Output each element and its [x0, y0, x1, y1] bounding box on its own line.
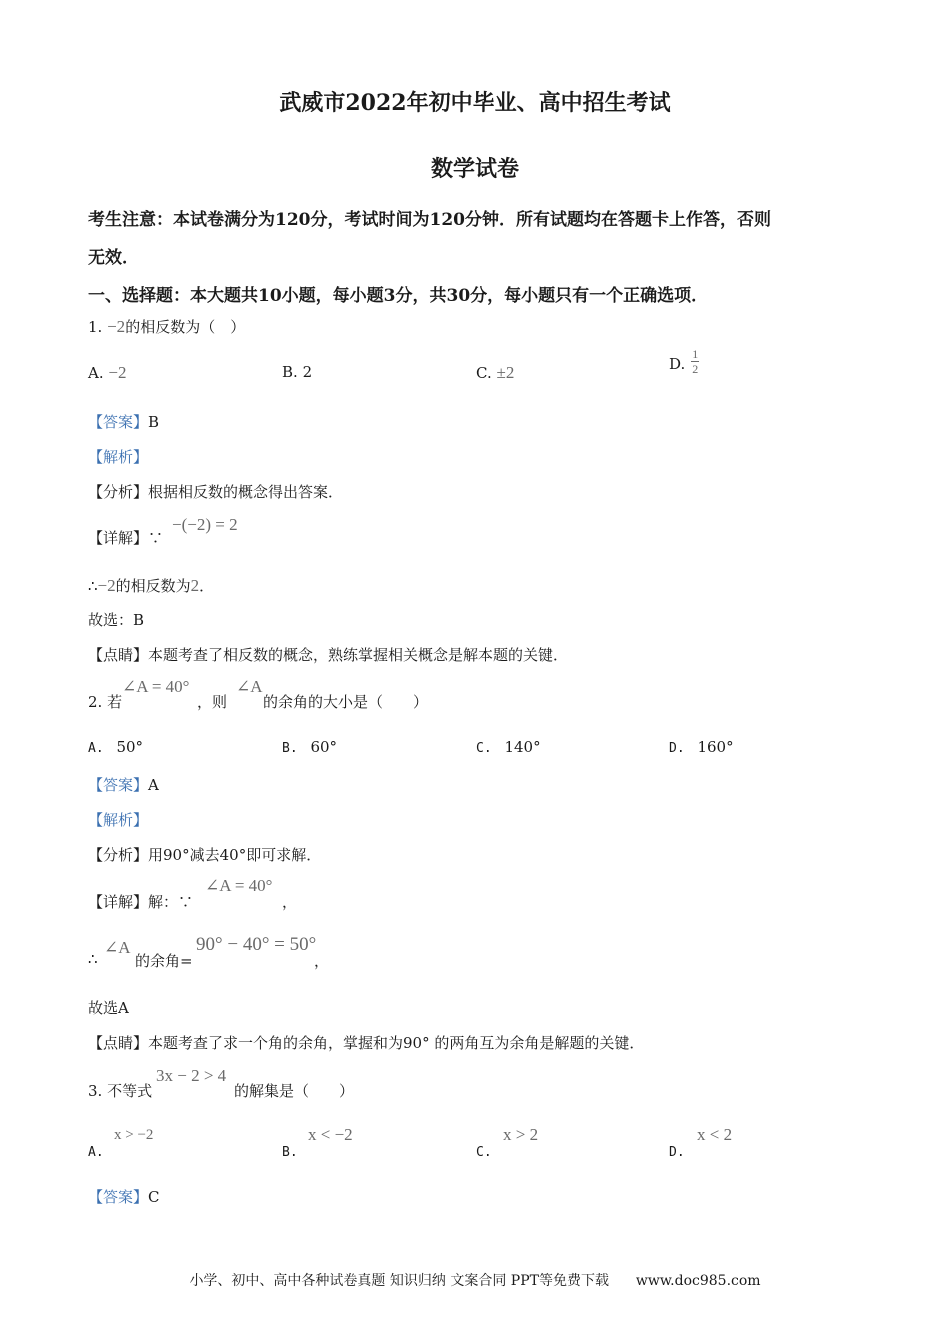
footer-text: 小学、初中、高中各种试卷真题 知识归纳 文案合同 PPT等免费下载 [189, 1273, 609, 1289]
answer-value: A [148, 776, 159, 794]
q3-option-c-value: x > 2 [503, 1125, 539, 1144]
q2-dianjing [88, 1032, 644, 1053]
q2-therefore-symbol: ∴ [88, 950, 98, 968]
q2-therefore-end: ， [314, 952, 330, 970]
q1-number: 1. [88, 318, 103, 336]
dianjing-text: 本题考查了相反数的概念，熟练掌握相关概念是解本题的关键． [148, 646, 569, 664]
q2-xiangjie-end: ， [282, 893, 298, 911]
answer-tag: 【答案】 [88, 413, 149, 431]
xiangjie-text: 解：∵ [148, 893, 194, 911]
denominator: 2 [692, 362, 699, 376]
question-2-prefix: 2. 若 [88, 693, 123, 711]
q2-option-d [669, 738, 734, 756]
q1-option-b [282, 363, 312, 381]
fraction [691, 348, 699, 375]
q3-option-c-label [476, 1142, 492, 1160]
option-value: 160° [697, 738, 734, 756]
q3-expression: 3x − 2 > 4 [156, 1066, 227, 1085]
option-value: ±2 [496, 363, 515, 382]
q1-option-d [669, 348, 699, 375]
q2-mid: ，则 [197, 693, 228, 711]
answer-tag: 【答案】 [88, 1188, 149, 1206]
therefore-end: ． [199, 577, 215, 595]
q2-option-a [88, 738, 143, 756]
dianjing-text: 本题考查了求一个角的余角，掌握和为90° 的两角互为余角是解题的关键． [148, 1034, 645, 1052]
q2-xiangjie [88, 891, 193, 912]
numerator: 1 [692, 347, 699, 361]
q1-option-c [476, 363, 514, 383]
answer-value: B [148, 413, 160, 431]
q1-stem: 的相反数为（ ） [125, 318, 246, 336]
option-value: 60° [310, 738, 338, 756]
q1-because-expression: −(−2) = 2 [172, 515, 238, 534]
q3-option-d-value: x < 2 [697, 1125, 733, 1144]
page-footer [0, 1270, 950, 1290]
q3-option-b-label [282, 1142, 298, 1160]
option-label: D. [669, 355, 686, 373]
exam-title: 武威市2022年初中毕业、高中招生考试 [279, 90, 671, 116]
q1-dianjing [88, 644, 568, 665]
because-symbol: ∵ [148, 529, 164, 547]
option-label: B. [282, 1145, 298, 1160]
option-label: A. [88, 741, 104, 756]
q3-option-d-label [669, 1142, 685, 1160]
q2-therefore-text: 的余角= [135, 952, 193, 970]
q2-fenxi [88, 844, 321, 865]
dianjing-tag: 【点睛】 [88, 1034, 149, 1052]
therefore-symbol: ∴ [88, 577, 98, 595]
q2-stem: 的余角的大小是（ ） [263, 693, 429, 711]
notice-line-2: 无效． [88, 248, 139, 268]
q2-answer [88, 774, 159, 795]
option-label: B. [282, 741, 298, 756]
footer-link[interactable]: www.doc985.com [635, 1273, 761, 1289]
therefore-expression: −2 [97, 576, 116, 595]
option-label: D. [669, 1145, 685, 1160]
option-value: 2 [302, 363, 313, 381]
q1-answer [88, 411, 159, 432]
option-label: D. [669, 741, 685, 756]
q1-expression: −2 [107, 317, 126, 336]
q3-option-a-label [88, 1142, 104, 1160]
q1-option-a [88, 363, 126, 383]
q3-stem: 的解集是（ ） [234, 1082, 355, 1100]
q2-condition: ∠A = 40° [122, 677, 190, 696]
xiangjie-tag: 【详解】 [88, 529, 149, 547]
q1-choose: 故选：B [88, 611, 145, 629]
therefore-value: 2 [190, 576, 200, 595]
q2-angle: ∠A [236, 677, 263, 696]
q3-option-b-value: x < −2 [308, 1125, 353, 1144]
option-label: C. [476, 364, 492, 382]
q2-therefore-angle: ∠A [104, 938, 131, 957]
q3-answer [88, 1186, 160, 1207]
fenxi-tag: 【分析】 [88, 483, 149, 501]
option-value: 140° [504, 738, 541, 756]
section-heading: 一、选择题：本大题共10小题，每小题3分，共30分，每小题只有一个正确选项． [88, 286, 709, 306]
option-label: C. [476, 741, 492, 756]
exam-subtitle: 数学试卷 [430, 156, 519, 182]
therefore-text: 的相反数为 [115, 577, 191, 595]
fenxi-text: 用90°减去40°即可求解． [148, 846, 322, 864]
q3-option-a-value: x > −2 [114, 1127, 154, 1143]
option-value: 50° [116, 738, 144, 756]
q1-fenxi [88, 481, 343, 502]
option-label: A. [88, 1145, 104, 1160]
q1-jiexi: 【解析】 [88, 448, 149, 466]
q1-xiangjie [88, 527, 163, 548]
dianjing-tag: 【点睛】 [88, 646, 149, 664]
option-value: −2 [108, 363, 127, 382]
option-label: C. [476, 1145, 492, 1160]
answer-value: C [148, 1188, 160, 1206]
q2-jiexi: 【解析】 [88, 811, 149, 829]
question-1 [88, 316, 245, 337]
fenxi-text: 根据相反数的概念得出答案． [148, 483, 344, 501]
xiangjie-tag: 【详解】 [88, 893, 149, 911]
answer-tag: 【答案】 [88, 776, 149, 794]
q2-option-b [282, 738, 337, 756]
fenxi-tag: 【分析】 [88, 846, 149, 864]
q2-because-expression: ∠A = 40° [205, 876, 273, 895]
q2-therefore-expression: 90° − 40° = 50° [196, 934, 317, 955]
option-label: A. [88, 364, 104, 382]
question-3-prefix: 3. 不等式 [88, 1082, 153, 1100]
notice-line-1: 考生注意：本试卷满分为120分，考试时间为120分钟．所有试题均在答题卡上作答，否则 [88, 210, 771, 230]
q1-therefore [88, 575, 214, 596]
q2-choose: 故选A [88, 999, 129, 1017]
option-label: B. [282, 363, 298, 381]
q2-option-c [476, 738, 541, 756]
